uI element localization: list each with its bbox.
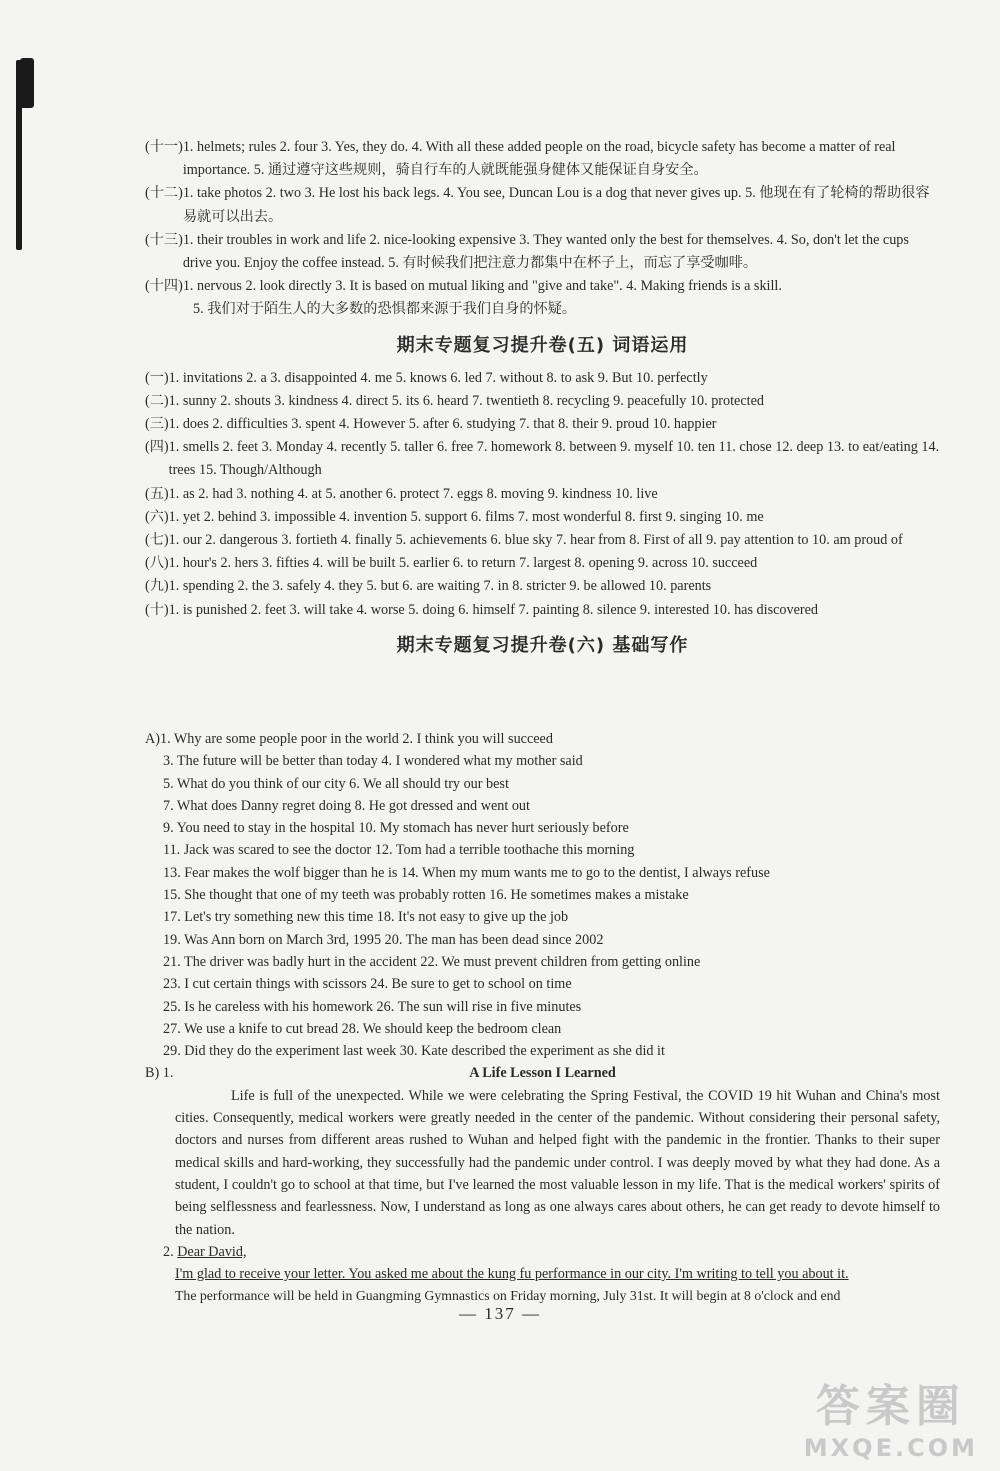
letter-line: The performance will be held in Guangming Gymnastics on Friday morning, July 31st. It will begin at 8 o'clock and end <box>175 1288 841 1304</box>
answer-item <box>145 575 940 598</box>
item-text: 1. yet 2. behind 3. impossible 4. invention 5. support 6. films 7. most wonderful 8. first 9. singing 10. me <box>168 508 764 525</box>
writing-a-text: 1. Why are some people poor in the world 2. I think you will succeed <box>159 731 553 747</box>
writing-a-line: 29. Did they do the experiment last week 30. Kate described the experiment as she did it <box>163 1043 665 1060</box>
letter-header <box>145 1241 940 1263</box>
answer-section-top <box>145 136 940 667</box>
writing-a-line: 3. The future will be better than today 4. I wondered what my mother said <box>163 753 583 770</box>
item-text: 1. invitations 2. a 3. disappointed 4. me 5. knows 6. led 7. without 8. to ask 9. But 10. perfectly <box>168 369 708 386</box>
item-label: (十二) <box>145 185 183 202</box>
item-text: 1. helmets; rules 2. four 3. Yes, they do. 4. With all these added people on the road, bicycle safety has become a matter of real importance. 5. 通过遵守这些规则，骑自行车的人就既能强身健体又能保证自身安全。 <box>182 139 896 179</box>
item-text: 1. smells 2. feet 3. Monday 4. recently 5. taller 6. free 7. homework 8. between 9. myself 10. ten 11. chose 12. deep 13. to eat/eating 14. trees 15. Though/Although <box>168 439 940 479</box>
item-text: 1. sunny 2. shouts 3. kindness 4. direct 5. its 6. heard 7. twentieth 8. recycling 9. peacefully 10. protected <box>168 392 764 409</box>
item-label: (三) <box>145 416 169 433</box>
item-text: 1. nervous 2. look directly 3. It is based on mutual liking and "give and take". 4. Making friends is a skill. <box>182 278 782 295</box>
watermark-logo <box>804 1370 978 1462</box>
writing-a-line: 23. I cut certain things with scissors 24. Be sure to get to school on time <box>163 976 572 993</box>
item-label: (一) <box>145 369 169 386</box>
answer-item <box>145 483 940 506</box>
page-number: — 137 — <box>459 1304 541 1323</box>
item-label: (十四) <box>145 278 183 295</box>
writing-a-line: 19. Was Ann born on March 3rd, 1995 20. The man has been dead since 2002 <box>163 931 604 948</box>
binding-mark-top <box>20 58 34 108</box>
item-label: (五) <box>145 485 169 502</box>
essay-body: Life is full of the unexpected. While we were celebrating the Spring Festival, the COVID 19 hit Wuhan and China's most cities. Consequently, medical workers were greatly needed in the center of the pandemic. Without considering their personal safety, doctors and nurses from different areas rushed to Wuhan and helped fight with the pandemic in the frontier. Thanks to their super medical skills and hard-working, they successfully had the pandemic under control. I was deeply moved by what they had done. As a student, I couldn't go to school at that time, but I've learned the most valuable lesson in my life. That is the medical workers' spirits of being selflessness and fearlessness. Now, I understand as long as one always cares about others, he can get ready to devote himself to the nation. <box>175 1087 940 1238</box>
answer-item <box>145 182 940 228</box>
item-text: 1. our 2. dangerous 3. fortieth 4. finally 5. achievements 6. blue sky 7. hear from 8. First of all 9. pay attention to 10. am proud of <box>168 532 903 549</box>
writing-a-line: 13. Fear makes the wolf bigger than he is 14. When my mum wants me to go to the dentist, I always refuse <box>163 864 770 881</box>
item-text: 1. their troubles in work and life 2. nice-looking expensive 3. They wanted only the best for themselves. 4. So, don't let the cups drive you. Enjoy the coffee instead. 5. 有时候我们把注意力都集中在杯子上，而忘了享受咖啡。 <box>182 231 909 272</box>
answer-item <box>145 367 940 390</box>
writing-a-label: A) <box>145 731 160 747</box>
item-label: (四) <box>145 439 169 456</box>
item-text: 1. spending 2. the 3. safely 4. they 5. but 6. are waiting 7. in 8. stricter 9. be allowed 10. parents <box>168 578 712 595</box>
writing-a-line: 5. What do you think of our city 6. We all should try our best <box>163 775 509 792</box>
letter-line: I'm glad to receive your letter. You asked me about the kung fu performance in our city. I'm writing to tell you about it. <box>175 1266 849 1283</box>
item-text: 1. as 2. had 3. nothing 4. at 5. another 6. protect 7. eggs 8. moving 9. kindness 10. live <box>168 485 658 502</box>
item-text: 1. take photos 2. two 3. He lost his back legs. 4. You see, Duncan Lou is a dog that never gives up. 5. 他现在有了轮椅的帮助很容易就可以出去。 <box>182 185 930 225</box>
writing-a-line: 25. Is he careless with his homework 26. The sun will rise in five minutes <box>163 998 582 1015</box>
item-text: 1. is punished 2. feet 3. will take 4. worse 5. doing 6. himself 7. painting 8. silence 9. interested 10. has discovered <box>168 601 818 618</box>
answer-item <box>145 390 940 413</box>
item-label: (十) <box>145 601 169 618</box>
writing-a-line: 9. You need to stay in the hospital 10. My stomach has never hurt seriously before <box>163 820 629 837</box>
watermark-text: 答案圈 <box>815 1381 966 1432</box>
item-text: 1. does 2. difficulties 3. spent 4. However 5. after 6. studying 7. that 8. their 9. proud 10. happier <box>168 416 717 433</box>
item-label: (十一) <box>145 139 183 155</box>
answer-item <box>145 552 940 575</box>
writing-a-line: 11. Jack was scared to see the doctor 12. Tom had a terrible toothache this morning <box>163 842 635 859</box>
item-label: (八) <box>145 555 169 572</box>
answer-item <box>145 436 940 482</box>
item-text: 1. hour's 2. hers 3. fifties 4. will be built 5. earlier 6. to return 7. largest 8. opening 9. across 10. succeed <box>168 555 758 572</box>
essay-title-row: B) 1. A Life Lesson I Learned <box>145 1062 940 1084</box>
item-label: (二) <box>145 392 169 409</box>
writing-a-line: 21. The driver was badly hurt in the accident 22. We must prevent children from getting online <box>163 953 701 970</box>
answer-item <box>145 413 940 436</box>
letter-greeting: Dear David, <box>177 1243 247 1260</box>
writing-a-line: 15. She thought that one of my teeth was probably rotten 16. He sometimes makes a mistake <box>163 887 689 904</box>
writing-a-line: 7. What does Danny regret doing 8. He got dressed and went out <box>163 797 530 814</box>
section-heading: 期末专题复习提升卷(五) 词语运用 <box>396 334 689 356</box>
writing-a-line <box>145 728 940 750</box>
writing-a-line: 17. Let's try something new this time 18. It's not easy to give up the job <box>163 909 569 926</box>
letter-number: 2. <box>163 1243 174 1260</box>
answer-item <box>145 229 940 275</box>
answer-item <box>145 529 940 552</box>
item-label: (九) <box>145 578 169 595</box>
answer-item <box>145 599 940 622</box>
answer-item <box>145 275 940 298</box>
watermark-url: MXQE.COM <box>803 1434 978 1462</box>
item-label: (六) <box>145 508 169 525</box>
answer-item <box>145 506 940 529</box>
essay-title: A Life Lesson I Learned <box>469 1065 616 1082</box>
writing-section <box>145 728 940 1308</box>
item-label: (十三) <box>145 231 183 248</box>
item-label: (七) <box>145 532 169 549</box>
item-continuation: 5. 我们对于陌生人的大多数的恐惧都来源于我们自身的怀疑。 <box>193 301 577 318</box>
section-heading: 期末专题复习提升卷(六) 基础写作 <box>396 634 689 656</box>
answer-item <box>145 136 940 182</box>
writing-a-line: 27. We use a knife to cut bread 28. We should keep the bedroom clean <box>163 1020 562 1037</box>
